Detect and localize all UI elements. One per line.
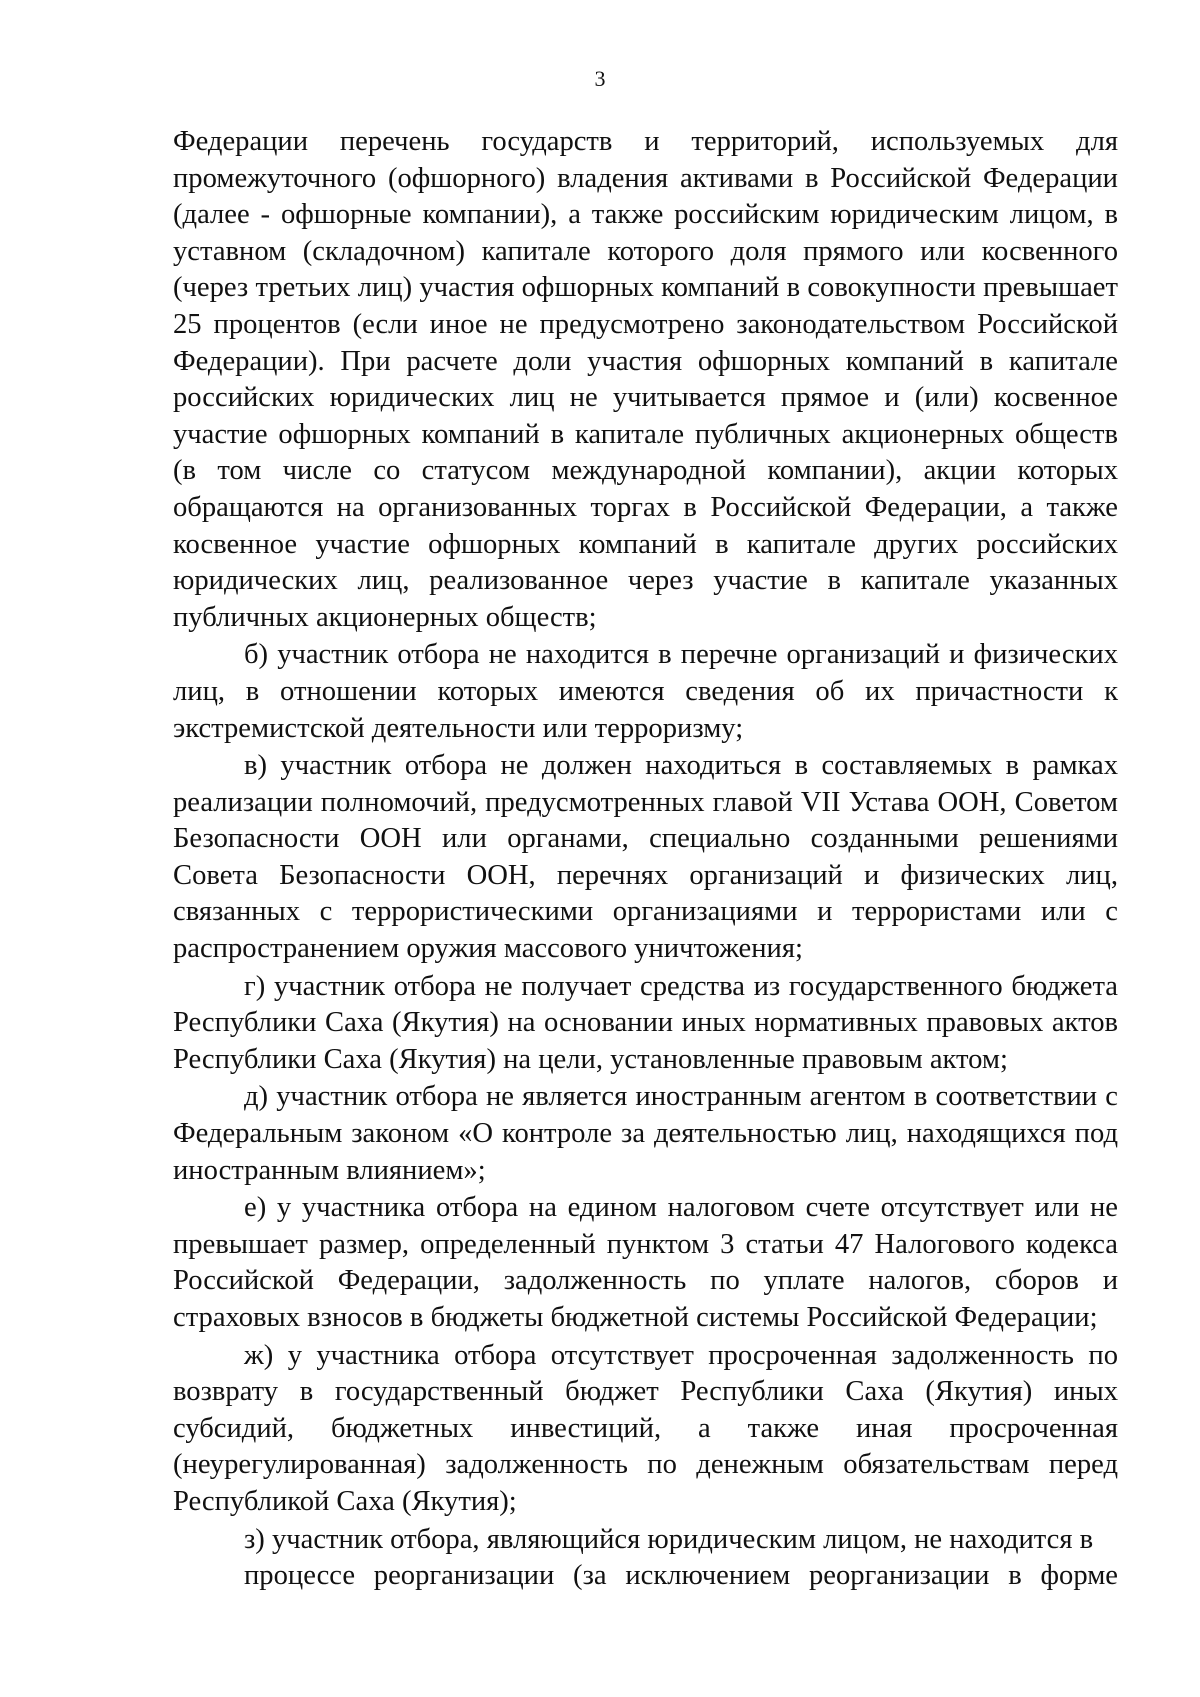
paragraph-item-z-text: з) участник отбора, являющийся юридическим лицом, не находится в (244, 1523, 1094, 1555)
paragraph-item-g: г) участник отбора не получает средства из государственного бюджета Республики Саха (Якутия) на основании иных нормативных правовых актов Республики Саха (Якутия) на цели, установленные правовым актом; (173, 970, 1118, 1075)
paragraph-item-z-cut-line: процессе реорганизации (за исключением реорганизации в форме (244, 1560, 1118, 1592)
paragraph-item-z (173, 1522, 1118, 1595)
paragraph-continuation: Федерации перечень государств и территорий, используемых для промежуточного (офшорного) владения активами в Российской Федерации (далее - офшорные компании), а также российским юридическим лицом, в уставном (складочном) капитале которого доля прямого или косвенного (через третьих лиц) участия офшорных компаний в совокупности превышает 25 процентов (если иное не предусмотрено законодательством Российской Федерации). При расчете доли участия офшорных компаний в капитале российских юридических лиц не учитывается прямое и (или) косвенное участие офшорных компаний в капитале публичных акционерных обществ (в том числе со статусом международной компании), акции которых обращаются на организованных торгах в Российской Федерации, а также косвенное участие офшорных компаний в капитале других российских юридических лиц, реализованное через участие в капитале указанных публичных акционерных обществ; (173, 126, 1118, 633)
paragraph-item-b: б) участник отбора не находится в перечне организаций и физических лиц, в отношении которых имеются сведения об их причастности к экстремистской деятельности или терроризму; (173, 639, 1118, 744)
document-body (173, 124, 1118, 1595)
paragraph-item-d: д) участник отбора не является иностранным агентом в соответствии с Федеральным законом «О контроле за деятельностью лиц, находящихся под иностранным влиянием»; (173, 1081, 1118, 1186)
page-number: 3 (594, 66, 606, 91)
paragraph-item-e: е) у участника отбора на едином налоговом счете отсутствует или не превышает размер, определенный пунктом 3 статьи 47 Налогового кодекса Российской Федерации, задолженность по уплате налогов, сборов и страховых взносов в бюджеты бюджетной системы Российской Федерации; (173, 1192, 1118, 1333)
paragraph-item-zh: ж) у участника отбора отсутствует просроченная задолженность по возврату в государственный бюджет Республики Саха (Якутия) иных субсидий, бюджетных инвестиций, а также иная просроченная (неурегулированная) задолженность по денежным обязательствам перед Республикой Саха (Якутия); (173, 1339, 1118, 1517)
paragraph-item-v: в) участник отбора не должен находиться в составляемых в рамках реализации полномочий, предусмотренных главой VII Устава ООН, Советом Безопасности ООН или органами, специально созданными решениями Совета Безопасности ООН, перечнях организаций и физических лиц, связанных с террористическими организациями и террористами или с распространением оружия массового уничтожения; (173, 750, 1118, 965)
